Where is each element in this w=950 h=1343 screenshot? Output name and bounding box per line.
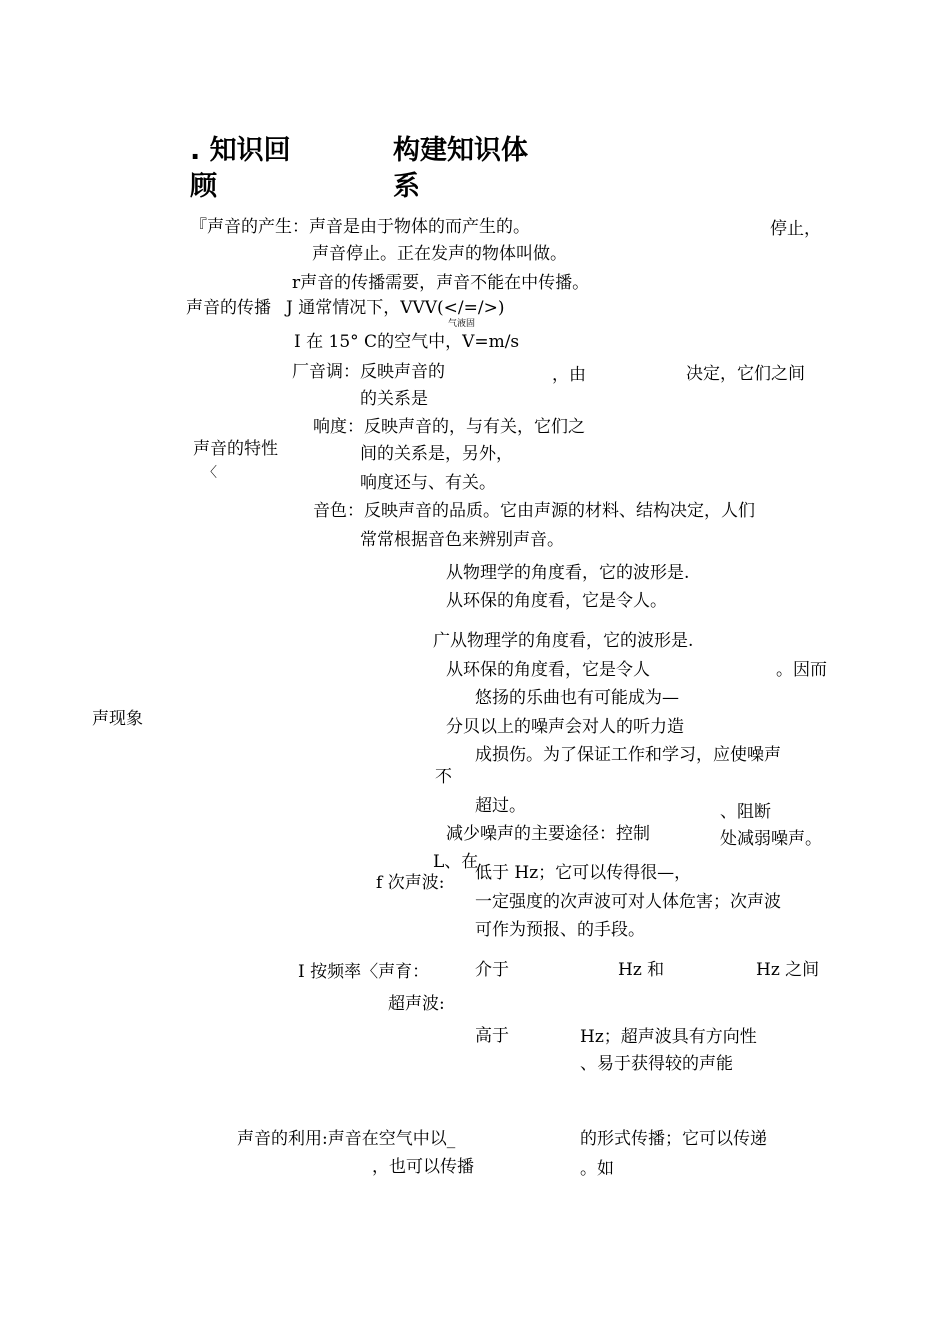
- loudness-line2: 间的关系是，另外，: [360, 444, 513, 464]
- noise-line5: 成损伤。为了保证工作和学习，应使噪声: [475, 745, 781, 765]
- noise-line6: 不: [435, 767, 452, 787]
- timbre-line1: 音色：反映声音的品质。它由声源的材料、结构决定，人们: [313, 501, 755, 521]
- loudness-line1: 响度：反映声音的，与有关，它们之: [313, 417, 585, 437]
- infrasound-line2: 一定强度的次声波可对人体危害；次声波: [475, 892, 781, 912]
- propagation-line1: r声音的传播需要，声音不能在中传播。: [292, 273, 590, 293]
- ultrasound-label: 超声波:: [388, 994, 445, 1014]
- noise-line2: 从环保的角度看，它是令人: [446, 660, 650, 680]
- propagation-line3: I 在 15° C的空气中，V=m/s: [294, 332, 520, 352]
- noise-block: 、阻断: [720, 802, 771, 822]
- utilization-line1-right: 的形式传播；它可以传递: [580, 1129, 767, 1149]
- heading-left-line2: 顾: [190, 171, 217, 202]
- noise-line8: 减少噪声的主要途径：控制: [446, 824, 650, 844]
- propagation-label: 声音的传播: [186, 298, 271, 318]
- frequency-label: I 按频率〈声育：: [298, 962, 430, 982]
- audible-between: 介于: [475, 960, 509, 980]
- utilization-line2: ，也可以传播: [372, 1157, 474, 1177]
- pitch-line1: 厂音调：反映声音的: [292, 362, 445, 382]
- ultrasound-above: 高于: [475, 1026, 509, 1046]
- ultrasound-line2: 、易于获得较的声能: [580, 1054, 733, 1074]
- pitch-by: ，由: [552, 365, 586, 385]
- noise-line3: 悠扬的乐曲也有可能成为—: [475, 688, 679, 708]
- noise-line4: 分贝以上的噪声会对人的听力造: [446, 717, 684, 737]
- characteristics-label: 声音的特性: [193, 439, 278, 459]
- infrasound-label: f 次声波:: [376, 873, 445, 893]
- utilization-line2-right: 。如: [580, 1159, 614, 1179]
- noise-line7: 超过。: [475, 796, 526, 816]
- music-line2: 从环保的角度看，它是令人。: [446, 591, 667, 611]
- utilization-line1: 声音的利用:声音在空气中以_: [237, 1129, 456, 1149]
- music-line1: 从物理学的角度看，它的波形是.: [446, 563, 690, 583]
- noise-line1: 广从物理学的角度看，它的波形是.: [433, 631, 694, 651]
- production-stop: 停止，: [770, 219, 821, 239]
- propagation-line2: J 通常情况下，VVV(</=/>): [286, 298, 505, 318]
- noise-weaken: 处减弱噪声。: [720, 829, 822, 849]
- heading-left-line1: . 知识回: [190, 135, 291, 166]
- loudness-line3: 响度还与、有关。: [360, 473, 496, 493]
- timbre-line2: 常常根据音色来辨别声音。: [360, 530, 564, 550]
- ultrasound-line1: Hz；超声波具有方向性: [580, 1027, 757, 1047]
- audible-hz-between: Hz 之间: [756, 960, 820, 980]
- infrasound-line3: 可作为预报、的手段。: [475, 920, 645, 940]
- production-line2: 声音停止。正在发声的物体叫做。: [312, 244, 567, 264]
- pitch-line2: 的关系是: [360, 389, 428, 409]
- audible-hz-and: Hz 和: [618, 960, 665, 980]
- heading-right-line2: 系: [393, 171, 420, 202]
- production-line1: 『声音的产生：声音是由于物体的而产生的。: [190, 217, 530, 237]
- heading-right-line1: 构建知识体: [393, 135, 528, 166]
- characteristics-bracket-mark: 〈: [203, 465, 217, 481]
- root-label: 声现象: [92, 709, 143, 729]
- infrasound-line1: 低于 Hz；它可以传得很—，: [475, 863, 692, 883]
- noise-line9: L、在: [433, 852, 479, 872]
- noise-therefore: 。因而: [776, 660, 827, 680]
- propagation-small-label: 气液固: [448, 319, 476, 329]
- pitch-decide: 决定，它们之间: [686, 364, 805, 384]
